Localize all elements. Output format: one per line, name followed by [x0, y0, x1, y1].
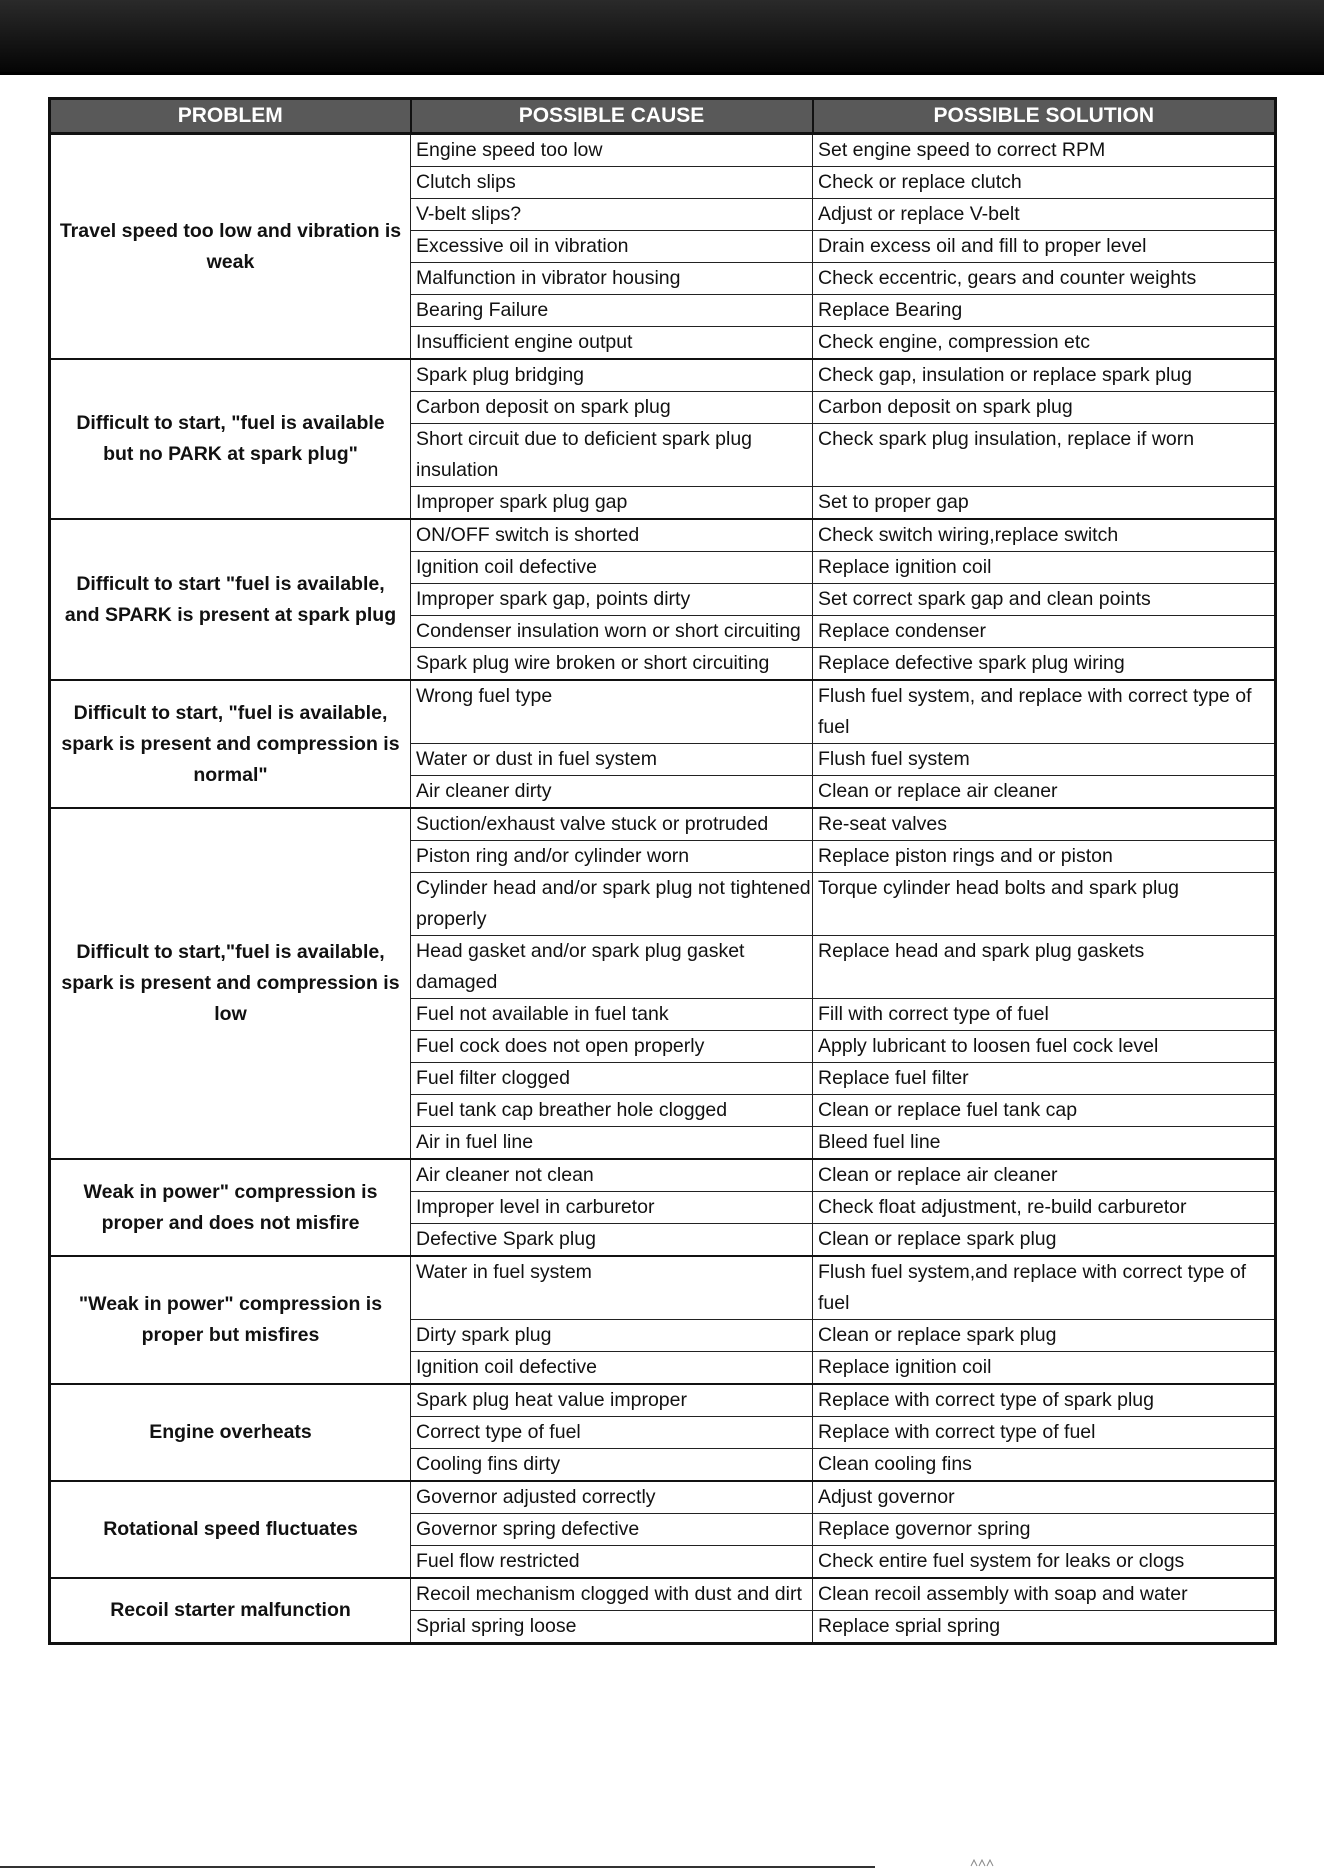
solution-cell: Check entire fuel system for leaks or clogs: [813, 1546, 1276, 1579]
cause-cell: Piston ring and/or cylinder worn: [411, 841, 813, 873]
problem-cell: Travel speed too low and vibration is weak: [50, 134, 411, 360]
cause-cell: Improper level in carburetor: [411, 1192, 813, 1224]
column-header-solution: POSSIBLE SOLUTION: [813, 99, 1276, 134]
cause-cell: Head gasket and/or spark plug gasket damaged: [411, 936, 813, 999]
cause-cell: Fuel cock does not open properly: [411, 1031, 813, 1063]
table-row: [50, 1384, 1276, 1417]
table-row: [50, 359, 1276, 392]
problem-cell: Recoil starter malfunction: [50, 1578, 411, 1644]
solution-cell: Clean or replace spark plug: [813, 1224, 1276, 1257]
problem-cell: Difficult to start,"fuel is available, spark is present and compression is low: [50, 808, 411, 1159]
solution-cell: Check gap, insulation or replace spark plug: [813, 359, 1276, 392]
solution-cell: Adjust or replace V-belt: [813, 199, 1276, 231]
cause-cell: Excessive oil in vibration: [411, 231, 813, 263]
cause-cell: Governor spring defective: [411, 1514, 813, 1546]
solution-cell: Flush fuel system, and replace with correct type of fuel: [813, 680, 1276, 744]
solution-cell: Adjust governor: [813, 1481, 1276, 1514]
cause-cell: Air cleaner dirty: [411, 776, 813, 809]
cause-cell: Insufficient engine output: [411, 327, 813, 360]
table-row: [50, 1159, 1276, 1192]
solution-cell: Bleed fuel line: [813, 1127, 1276, 1160]
solution-cell: Check float adjustment, re-build carburetor: [813, 1192, 1276, 1224]
solution-cell: Replace with correct type of fuel: [813, 1417, 1276, 1449]
solution-cell: Flush fuel system,and replace with correct type of fuel: [813, 1256, 1276, 1320]
cause-cell: Fuel flow restricted: [411, 1546, 813, 1579]
problem-cell: Difficult to start "fuel is available, and SPARK is present at spark plug: [50, 519, 411, 680]
table-row: [50, 680, 1276, 744]
cause-cell: Cooling fins dirty: [411, 1449, 813, 1482]
problem-cell: Engine overheats: [50, 1384, 411, 1481]
cause-cell: Air cleaner not clean: [411, 1159, 813, 1192]
cause-cell: Engine speed too low: [411, 134, 813, 167]
cause-cell: Condenser insulation worn or short circuiting: [411, 616, 813, 648]
cause-cell: Sprial spring loose: [411, 1611, 813, 1644]
cause-cell: Governor adjusted correctly: [411, 1481, 813, 1514]
cause-cell: Water or dust in fuel system: [411, 744, 813, 776]
cause-cell: Fuel tank cap breather hole clogged: [411, 1095, 813, 1127]
solution-cell: Replace sprial spring: [813, 1611, 1276, 1644]
cause-cell: Ignition coil defective: [411, 1352, 813, 1385]
cause-cell: Spark plug heat value improper: [411, 1384, 813, 1417]
solution-cell: Re-seat valves: [813, 808, 1276, 841]
footer-mark-icon: [970, 1859, 996, 1867]
cause-cell: Improper spark gap, points dirty: [411, 584, 813, 616]
solution-cell: Check or replace clutch: [813, 167, 1276, 199]
cause-cell: Clutch slips: [411, 167, 813, 199]
table-row: [50, 1481, 1276, 1514]
solution-cell: Replace governor spring: [813, 1514, 1276, 1546]
table-row: [50, 1578, 1276, 1611]
footer-rule: [0, 1866, 875, 1868]
problem-cell: Weak in power" compression is proper and does not misfire: [50, 1159, 411, 1256]
cause-cell: Fuel not available in fuel tank: [411, 999, 813, 1031]
solution-cell: Replace defective spark plug wiring: [813, 648, 1276, 681]
solution-cell: Clean recoil assembly with soap and water: [813, 1578, 1276, 1611]
solution-cell: Drain excess oil and fill to proper level: [813, 231, 1276, 263]
cause-cell: V-belt slips?: [411, 199, 813, 231]
solution-cell: Clean or replace fuel tank cap: [813, 1095, 1276, 1127]
solution-cell: Replace ignition coil: [813, 552, 1276, 584]
solution-cell: Replace Bearing: [813, 295, 1276, 327]
solution-cell: Flush fuel system: [813, 744, 1276, 776]
solution-cell: Apply lubricant to loosen fuel cock level: [813, 1031, 1276, 1063]
solution-cell: Set engine speed to correct RPM: [813, 134, 1276, 167]
solution-cell: Replace fuel filter: [813, 1063, 1276, 1095]
problem-cell: "Weak in power" compression is proper but misfires: [50, 1256, 411, 1384]
solution-cell: Replace condenser: [813, 616, 1276, 648]
troubleshooting-table: [48, 97, 1277, 1645]
table-header-row: [50, 99, 1276, 134]
solution-cell: Clean or replace air cleaner: [813, 1159, 1276, 1192]
solution-cell: Check spark plug insulation, replace if worn: [813, 424, 1276, 487]
cause-cell: Ignition coil defective: [411, 552, 813, 584]
cause-cell: Spark plug bridging: [411, 359, 813, 392]
cause-cell: Improper spark plug gap: [411, 487, 813, 520]
solution-cell: Replace with correct type of spark plug: [813, 1384, 1276, 1417]
cause-cell: Malfunction in vibrator housing: [411, 263, 813, 295]
solution-cell: Check switch wiring,replace switch: [813, 519, 1276, 552]
cause-cell: Short circuit due to deficient spark plug insulation: [411, 424, 813, 487]
table-row: [50, 519, 1276, 552]
solution-cell: Check eccentric, gears and counter weights: [813, 263, 1276, 295]
cause-cell: Bearing Failure: [411, 295, 813, 327]
cause-cell: Wrong fuel type: [411, 680, 813, 744]
table-row: [50, 1256, 1276, 1320]
table-row: [50, 808, 1276, 841]
cause-cell: Spark plug wire broken or short circuiting: [411, 648, 813, 681]
solution-cell: Clean or replace spark plug: [813, 1320, 1276, 1352]
troubleshooting-table-container: [48, 97, 1274, 1645]
cause-cell: Correct type of fuel: [411, 1417, 813, 1449]
problem-cell: Rotational speed fluctuates: [50, 1481, 411, 1578]
solution-cell: Replace piston rings and or piston: [813, 841, 1276, 873]
solution-cell: Check engine, compression etc: [813, 327, 1276, 360]
cause-cell: Recoil mechanism clogged with dust and dirt: [411, 1578, 813, 1611]
solution-cell: Carbon deposit on spark plug: [813, 392, 1276, 424]
solution-cell: Torque cylinder head bolts and spark plug: [813, 873, 1276, 936]
column-header-problem: PROBLEM: [50, 99, 411, 134]
cause-cell: Dirty spark plug: [411, 1320, 813, 1352]
solution-cell: Set correct spark gap and clean points: [813, 584, 1276, 616]
table-row: [50, 134, 1276, 167]
cause-cell: Suction/exhaust valve stuck or protruded: [411, 808, 813, 841]
solution-cell: Fill with correct type of fuel: [813, 999, 1276, 1031]
cause-cell: ON/OFF switch is shorted: [411, 519, 813, 552]
solution-cell: Replace head and spark plug gaskets: [813, 936, 1276, 999]
header-bar: [0, 0, 1324, 75]
problem-cell: Difficult to start, "fuel is available, spark is present and compression is normal": [50, 680, 411, 808]
solution-cell: Clean or replace air cleaner: [813, 776, 1276, 809]
solution-cell: Replace ignition coil: [813, 1352, 1276, 1385]
cause-cell: Carbon deposit on spark plug: [411, 392, 813, 424]
table-body: [50, 134, 1276, 1644]
column-header-cause: POSSIBLE CAUSE: [411, 99, 813, 134]
cause-cell: Defective Spark plug: [411, 1224, 813, 1257]
solution-cell: Set to proper gap: [813, 487, 1276, 520]
cause-cell: Air in fuel line: [411, 1127, 813, 1160]
problem-cell: Difficult to start, "fuel is available but no PARK at spark plug": [50, 359, 411, 519]
cause-cell: Water in fuel system: [411, 1256, 813, 1320]
solution-cell: Clean cooling fins: [813, 1449, 1276, 1482]
cause-cell: Fuel filter clogged: [411, 1063, 813, 1095]
cause-cell: Cylinder head and/or spark plug not tightened properly: [411, 873, 813, 936]
